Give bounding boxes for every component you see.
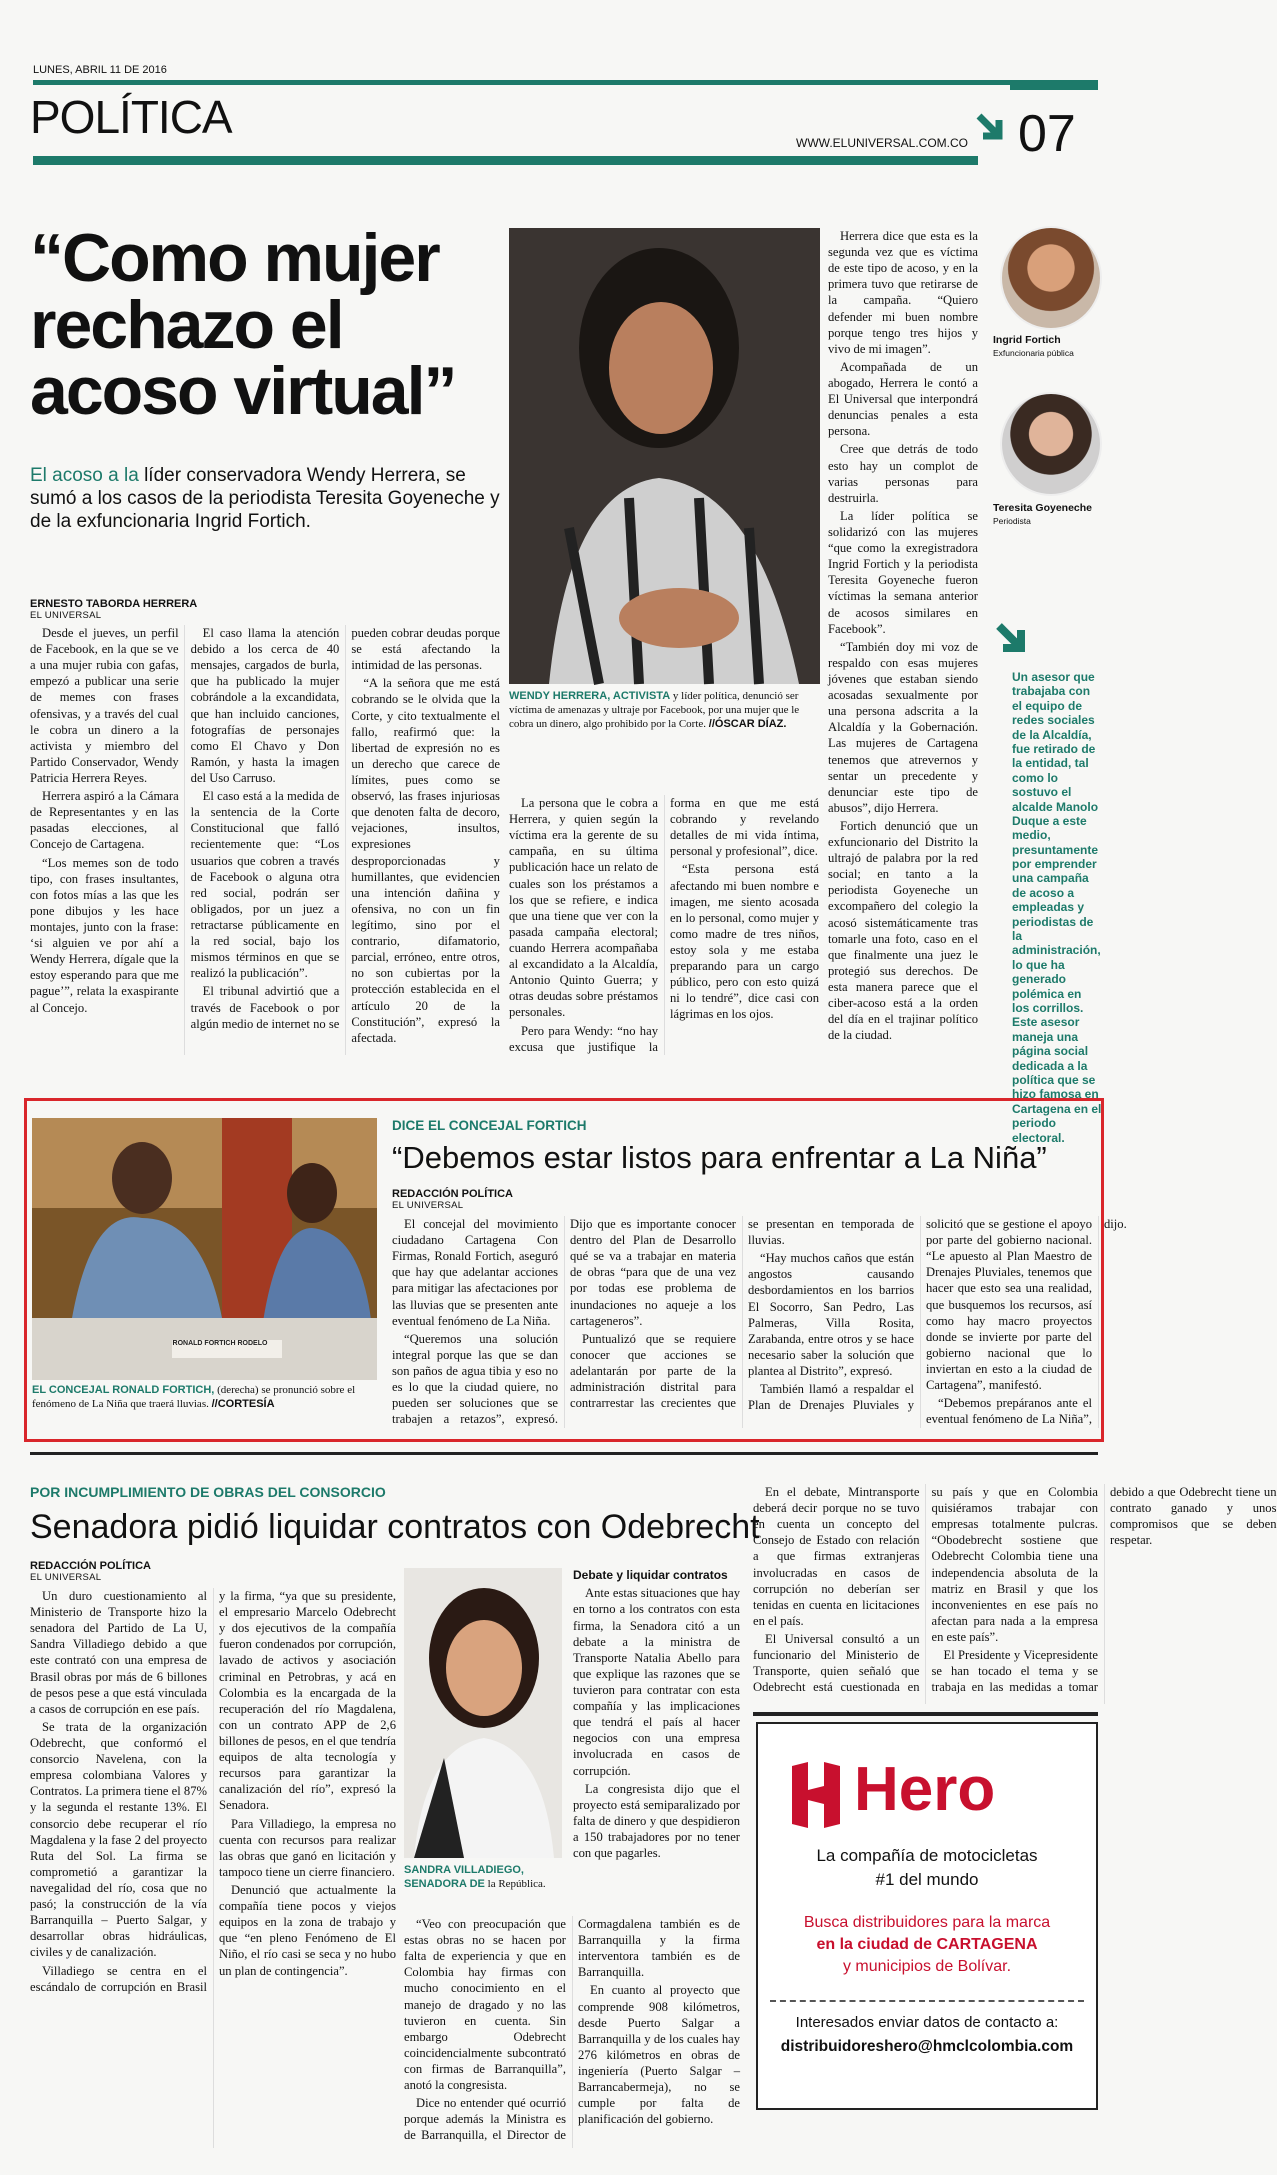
paragraph: “A la señora que me está cobrando se le olvida que la Corte, y cito textualmente el fallo, reafirmó que: la libertad de expresión no es un derecho que carece de límites, pues como se observó, las frases injuriosas que denoten falta de decoro, vejaciones, insultos, expresiones desproporcionadas y humillantes, que evidencien una intención dañina y ofensiva, no con un fin legítimo, sino por el contrario, difamatorio, parcial, erróneo, entre otros, no son cubiertas por la protección establecida en el artículo 20 de la Constitución”, expresó la afectada.	[351, 676, 500, 1045]
article3-publication: EL UNIVERSAL	[30, 1572, 102, 1583]
paragraph: “Hay muchos caños que están angostos causando desbordamientos en los barrios El Socorro, San Pedro, Las Palmeras, Villa Rosita, Zarabanda, entre otros y se hace necesario saber la solución que plantea al Distrito”, expresó.	[748, 1251, 914, 1378]
article1-body-col-c	[828, 228, 978, 1056]
article1-byline: ERNESTO TABORDA HERRERA	[30, 598, 198, 610]
ad-tagline-2: #1 del mundo	[875, 1870, 979, 1889]
page-number: 07	[1018, 105, 1076, 163]
person1-role: Exfuncionaria pública	[993, 348, 1074, 358]
article1-publication: EL UNIVERSAL	[30, 610, 102, 621]
paragraph: Puntualizó que se requiere conocer que acciones se adelantarán por parte de la administración distrital para contrarrestar las crecientes que se presentan en temporada de lluvias.	[570, 1217, 914, 1411]
article3-body-d	[753, 1484, 1277, 1704]
section-divider	[30, 1452, 1098, 1455]
article3-photo	[404, 1568, 562, 1858]
paragraph: “Esta persona está afectando mi buen nombre e imagen, me siento acosada en lo personal, como mujer y como madre de tres niños, estoy sola y me estaba preparando para un cargo público, pero con esto quizá ni lo tendré”, dice casi con lágrimas en los ojos.	[670, 862, 819, 1022]
article3-headline: Senadora pidió liquidar contratos con Odebrecht	[30, 1508, 760, 1546]
paragraph: Pero para Wendy: “no hay excusa que justifique la forma en que me está cobrando y revelando detalles de mi vida íntima, personal y profesional”, dice.	[509, 796, 819, 1054]
paragraph: Acompañada de un abogado, Herrera le contó a El Universal que interpondrá denuncias penales a esta persona.	[828, 359, 978, 439]
ad-contact-label: Interesados enviar datos de contacto a:	[795, 2014, 1059, 2031]
paragraph: En el debate, Mintransporte deberá decir porque no se tuvo en cuenta un concepto del Consejo de Estado con relación a que firmas extranjeras involucradas en casos de corrupción no deberían ser tenidas en cuenta en licitaciones en el país.	[753, 1485, 920, 1628]
article1-deck-text: líder conservadora Wendy Herrera, se sumó a los casos de la periodista Teresita Goyeneche y de la exfuncionaria Ingrid Fortich.	[30, 465, 500, 533]
article2-caption-lead: EL CONCEJAL RONALD FORTICH,	[32, 1384, 215, 1396]
paragraph: Desde el jueves, un perfil de Facebook, en la que se ve a una mujer rubia con gafas, empezó a publicar una serie de memes con frases ofensivas, y a través del cual le cobra un dinero a la activista y miembro del Partido Conservador, Wendy Patricia Herrera Reyes.	[30, 626, 179, 785]
ad-tagline-1: La compañía de motocicletas	[816, 1846, 1038, 1865]
section-title: POLÍTICA	[30, 91, 232, 143]
paragraph: “Queremos una solución integral porque las que se dan son paños de agua tibia y eso no es lo que la ciudad quiere, no pueden ser soluciones que se trabajen a retazos”, expresó. Dijo que es importante conocer dentro del Plan de Desarrollo qué se va a trabajar en materia de obras “para que de una vez por todas ese problema de inundaciones no aqueje a los cartageneros”.	[392, 1217, 736, 1427]
paragraph: El caso está a la medida de la sentencia de la Corte Constitucional que falló recientemente que: “Los usuarios que cobren a través de Facebook o alguna otra red social, podrán ser obligados, por un juez a retractarse públicamente en la red social, bajo los mismos términos en que se realizó la publicación”.	[190, 789, 340, 981]
person2-name: Teresita Goyeneche	[993, 502, 1093, 514]
paragraph: En cuanto al proyecto que comprende 908 kilómetros, desde Puerto Salgar a Barranquilla y de los cuales hay 276 kilómetros en obras de ingeniería (Puerto Salgar – Barrancabermeja), no se cumple por falta de planificación del gobierno.	[578, 1983, 740, 2127]
article1-deck-lead: El acoso a la	[30, 465, 139, 486]
ad-top-rule	[753, 1712, 1098, 1716]
paragraph: La líder política se solidarizó con las mujeres “que como la exregistradora Ingrid Fortich y la periodista Teresita Goyeneche fueron víctimas la semana anterior de acosos similares en Facebook”.	[828, 508, 978, 636]
article3-body-b	[404, 1916, 740, 2148]
sidebar-note: Un asesor que trabajaba con el equipo de redes sociales de la Alcaldía, fue retirado de la entidad, tal como lo sostuvo el alcalde Manolo Duque a este medio, presuntamente por emprender una campaña de acoso a empleadas y periodistas de la administración, lo que ha generado polémica en los corrillos. Este asesor maneja una página social dedicada a la política que se hizo famosa en Cartagena en el periodo electoral.	[1012, 670, 1102, 1145]
article3-photo-caption	[404, 1864, 564, 1892]
paragraph: Ante estas situaciones que hay en torno a los contratos con esta firma, la Senadora citó a un debate a la ministra de Transporte Natalia Abello para que explique las razones que se tuvieron para contratar con esta compañía y las implicaciones que tendrá el país al hacer negocios con una empresa involucrada en casos de corrupción.	[573, 1586, 740, 1778]
article1-photo-credit: //ÓSCAR DÍAZ.	[708, 717, 787, 730]
paragraph: Para Villadiego, la empresa no cuenta con recursos para realizar las obras que ganó en licitación y tampoco tiene un cierre financiero.	[219, 1816, 396, 1879]
paragraph: El Universal consultó a un funcionario del Ministerio de Transporte, quien señaló que Odebrecht está cuestionada en su país y que en Colombia quisiéramos trabajar con empresas totalmente pulcras. “Obodebrecht sostiene que Odebrecht Colombia tiene una independencia absoluta de la matriz en Brasil y que los inconvenientes en ese país no afectan para nada a la empresa en este país”.	[753, 1485, 1098, 1695]
article1-body-col-a	[30, 625, 500, 1055]
article1-deck	[30, 464, 500, 534]
header-bottom-rule	[33, 156, 978, 165]
paragraph: “También doy mi voz de respaldo con esas mujeres jóvenes que estaban siendo acosadas sexualmente por una persona adscrita a la Alcaldía y la Gobernación. Las mujeres de Cartagena tenemos que atrevernos y sentar un precedente y denunciar este tipo de abusos”, dijo Herrera.	[828, 639, 978, 815]
ad-contact-email[interactable]: distribuidoreshero@hmclcolombia.com	[780, 2038, 1074, 2055]
paragraph: “Debemos prepáranos ante el eventual fenómeno de La Niña”, dijo.	[926, 1217, 1127, 1427]
paragraph: El tribunal advirtió que a través de Facebook o por algún medio de internet no se pueden cobrar deudas porque se está afectando la intimidad de las personas.	[190, 626, 500, 1031]
article2-credit: //CORTESÍA	[211, 1397, 275, 1410]
article1-photo	[509, 228, 820, 684]
article1-headline: “Como mujer rechazo el acoso virtual”	[30, 220, 456, 430]
ad-callout-1: Busca distribuidores para la marca	[803, 1914, 1051, 1931]
issue-date: LUNES, ABRIL 11 DE 2016	[33, 64, 167, 76]
article1-body-col-b	[509, 795, 819, 1055]
article3-kicker: POR INCUMPLIMIENTO DE OBRAS DEL CONSORCIO	[30, 1484, 386, 1500]
paragraph: Herrera dice que esta es la segunda vez que es víctima de este tipo de acoso, y en la primera tuvo que retirarse de la campaña. “Quiero defender mi buen nombre porque tengo tres hijos y vivo de mi imagen”.	[828, 229, 978, 356]
ad-callout-2: en la ciudad de CARTAGENA	[816, 1936, 1038, 1953]
nameplate: RONALD FORTICH RODELO	[172, 1340, 268, 1347]
paragraph: Dice no entender qué ocurrió porque además la Ministra es de Barranquilla, el Director de Cormagdalena también es de Barranquilla y la firma interventora también es de Barranquilla.	[404, 1917, 740, 2143]
article3-body-c	[573, 1568, 740, 1908]
ad-divider	[770, 2000, 1084, 2002]
article3-byline-block	[30, 1560, 200, 1589]
arrow-down-right-icon	[975, 112, 1013, 150]
paragraph: Villadiego se centra en el escándalo de corrupción en Brasil y la firma, “ya que su presidente, el empresario Marcelo Odebrecht y dos ejecutivos de la compañía fueron condenados por corrupción, lavado de activos y asociación criminal en Petrobras, y acá en Colombia es la encargada de la recuperación del río Magdalena, con un contrato APP de 2,6 billones de pesos, en el que tendría equipos de alta tecnología y recursos para garantizar la canalización del río”, expresó la Senadora.	[30, 1589, 396, 1994]
article1-caption-text: y líder política, denunció ser víctima de amenazas y ultraje por Facebook, por una mujer que le cobra un dinero, algo prohibido por la Corte.	[509, 690, 800, 730]
paragraph: “Veo con preocupación que estas obras no se hacen por falta de experiencia y que en Colombia hay firmas con mucho conocimiento en el manejo de dragado y no las tuvieron en cuenta. Sin embargo Odebrecht coincidencialmente subcontrató con firmas de Barranquilla”, anotó la congresista.	[404, 1917, 566, 2093]
article1-photo-caption	[509, 690, 819, 731]
person2-role: Periodista	[993, 516, 1031, 526]
paragraph: El caso llama la atención debido a los cerca de 40 mensajes, cargados de burla, que ha publicado la mujer cobrándole a la excandidata, que han incluido canciones, fotografías de personajes como El Chavo y Don Ramón, y hasta la imagen del Uso Carruso.	[190, 626, 340, 785]
paragraph: Se trata de la organización Odebrecht, que conformó el consorcio Navelena, con la empresa colombiana Valores y Contratos. La primera tiene el 87% y la segunda el restante 13%. El consorcio debe recuperar el río Magdalena y la fase 2 del proyecto Ruta del Sol. La firma se comprometió a garantizar la navegalidad del río, cosa que no pasó; la construcción de la vía Barranquilla – Puerto Salgar, y desarrollar obras hidráulicas, civiles y de canalización.	[30, 1719, 207, 1960]
website-url[interactable]: WWW.ELUNIVERSAL.COM.CO	[796, 136, 969, 150]
article2-byline-block	[392, 1188, 562, 1217]
header-top-rule	[33, 80, 1098, 85]
article2-photo-caption	[32, 1384, 380, 1412]
paragraph: La persona que le cobra a Herrera, y quien según la víctima era la gerente de su campaña, en su última publicación hace un relato de cuales son los préstamos a los que se refiere, e indica que una tiene que ver con la pasada campaña electoral; cuando Herrera acompañaba al excandidato a la Alcaldía, Antonio Quinto Guerra; y otras deudas sobre préstamos personales.	[509, 796, 658, 1020]
hero-ad[interactable]	[756, 1722, 1098, 2110]
paragraph: “Los memes son de todo tipo, con frases insultantes, con fotos mías a las que les pone dibujos y les hace montajes, junto con la frase: ‘si alguien ve por ahí a Wendy Herrera, dígale que la estoy esperando para que me pague’”, relata la exaspirante al Concejo.	[30, 855, 179, 1015]
page-number-bar	[1010, 82, 1098, 90]
article3-body-a	[30, 1588, 396, 2148]
ad-callout-3: y municipios de Bolívar.	[842, 1958, 1012, 1975]
article3-caption-lead: SANDRA VILLADIEGO, SENADORA DE	[404, 1864, 524, 1890]
article1-caption-lead: WENDY HERRERA, ACTIVISTA	[509, 690, 671, 702]
paragraph: Un duro cuestionamiento al Ministerio de Transporte hizo la senadora del Partido de La U, Sandra Villadiego debido a que este contrató con una empresa de Brasil obras por más de 6 billones de pesos pese a que está vinculada a casos de corrupción en ese país.	[30, 1589, 207, 1716]
hero-logo-icon	[788, 1762, 844, 1828]
paragraph: El Presidente y Vicepresidente se han tocado el tema y se trabaja en las medidas a tomar debido a que Odebrecht tiene un contrato ganado y unos compromisos que se deben respetar.	[931, 1485, 1277, 1695]
article2-byline: REDACCIÓN POLÍTICA	[392, 1188, 513, 1200]
arrow-down-right-icon	[993, 620, 1035, 662]
ingrid-fortich-photo	[1000, 226, 1102, 330]
article2-headline: “Debemos estar listos para enfrentar a La Niña”	[392, 1140, 1047, 1175]
article3-subhead: Debate y liquidar contratos	[573, 1568, 728, 1582]
paragraph: Denunció que actualmente la compañía tiene pocos y viejos equipos en la zona de trabajo y que “en pleno Fenómeno de El Niño, el río casi se seca y no hubo un plan de contingencia”.	[219, 1882, 396, 1978]
paragraph: Herrera aspiró a la Cámara de Representantes y en las pasadas elecciones, al Concejo de Cartagena.	[30, 789, 179, 852]
article3-byline: REDACCIÓN POLÍTICA	[30, 1560, 151, 1572]
teresita-goyeneche-photo	[1000, 392, 1102, 496]
article2-kicker: DICE EL CONCEJAL FORTICH	[392, 1118, 587, 1133]
article2-publication: EL UNIVERSAL	[392, 1200, 464, 1211]
article2-caption-text: (derecha) se pronunció sobre el fenómeno de La Niña que traerá lluvias.	[32, 1384, 356, 1410]
paragraph: El concejal del movimiento ciudadano Cartagena Con Firmas, Ronald Fortich, aseguró que hay que adelantar acciones para mitigar las afectaciones por las lluvias que se presenten ante eventual fenómeno de La Niña.	[392, 1217, 558, 1328]
paragraph: La congresista dijo que el proyecto está semiparalizado por falta de dinero y que despidieron a 150 trabajadores por no tener con que pagarles.	[573, 1781, 740, 1861]
person1-name: Ingrid Fortich	[993, 334, 1061, 346]
paragraph: También llamó a respaldar el Plan de Drenajes Pluviales y solicitó que se gestione el apoyo por parte del gobierno nacional. “Le apuesto al Plan Maestro de Drenajes Pluviales, tenemos que hacer que esto sea una realidad, que busquemos los recursos, así como hay macro proyectos donde se invierte por parte del gobierno nacional que lo inviertan en esto a la ciudad de Cartagena”, manifestó.	[748, 1217, 1092, 1413]
paragraph: Cree que detrás de todo esto hay un complot de varias personas para destruirla.	[828, 442, 978, 505]
hero-brand: Hero	[854, 1755, 996, 1824]
article3-caption-text: la República.	[487, 1877, 546, 1890]
paragraph: Fortich denunció que un exfuncionario del Distrito la ultrajó de palabra por la red social; en tanto a la periodista Goyeneche un excompañero del colegio la acosó sistemáticamente tras tomarle una foto, caso en el que finalmente una juez le protegió sus derechos. De esta manera parece que el ciber-acoso está a la orden del día en el trajinar político de la ciudad.	[828, 818, 978, 1043]
article2-body	[392, 1216, 1127, 1428]
